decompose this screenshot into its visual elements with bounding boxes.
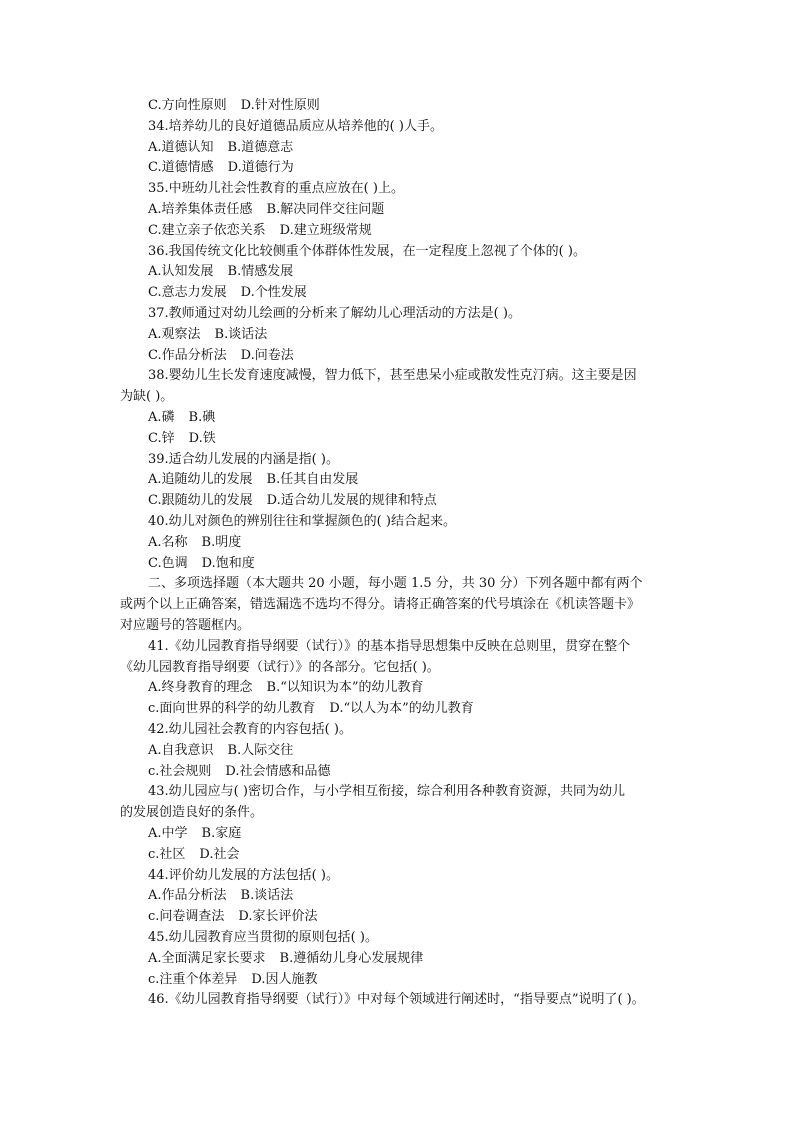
answer-options-line [148,949,423,969]
answer-options-line [148,678,424,698]
answer-options-line [148,408,215,428]
answer-options-line [148,221,372,241]
option-b: D.适合幼儿发展的规律和特点 [266,493,437,509]
option-a: c.问卷调查法 [148,909,225,925]
option-a: A.培养集体责任感 [148,202,253,217]
option-a: C.建立亲子依恋关系 [148,222,266,238]
option-a: A.追随幼儿的发展 [148,472,253,488]
option-a: C.道德情感 [148,160,214,176]
option-b: D.因人施教 [251,971,318,987]
option-b: D.家长评价法 [238,909,318,925]
answer-options-line [148,886,293,906]
option-b: B.情感发展 [227,264,294,280]
answer-options-line [148,346,294,366]
question-line: 34.培养幼儿的良好道德品质应从培养他的( )人手。 [148,118,443,134]
option-b: B.谈话法 [214,326,268,342]
option-a: A.作品分析法 [148,888,227,904]
option-b: D.建立班级常规 [279,222,372,238]
option-b: D.问卷法 [240,347,294,363]
option-b: D.社会情感和品德 [225,763,331,779]
answer-options-line [148,741,293,761]
option-a: C.锌 [148,430,175,446]
continuation-line: 为缺( )。 [120,389,174,405]
answer-options-line [148,845,240,865]
answer-options-line [148,429,216,449]
question-line: 二、多项选择题（本大题共 20 小题，每小题 1.5 分，共 30 分）下列各题中都有两个 [148,576,643,592]
option-a: A.认知发展 [148,264,214,280]
option-b: D.铁 [188,430,216,446]
option-a: C.作品分析法 [148,347,227,363]
answer-options-line [148,824,241,844]
answer-options-line [148,699,474,719]
question-line: 37.教师通过对幼儿绘画的分析来了解幼儿心理活动的方法是( )。 [148,306,521,321]
answer-options-line [148,325,267,345]
answer-options-line [148,158,294,178]
question-line: 39.适合幼儿发展的内涵是指( )。 [148,451,339,467]
answer-options-line [148,762,331,782]
question-line: 41.《幼儿园教育指导纲要（试行）》的基本指导思想集中反映在总则里，贯穿在整个 [148,638,631,654]
option-b: D.道德行为 [227,160,294,176]
option-a: A.终身教育的理念 [148,680,253,696]
option-b: B.碘 [188,410,216,425]
option-b: D.社会 [199,846,240,862]
option-b: B.明度 [201,534,242,550]
answer-options-line [148,491,437,511]
question-line: 45.幼儿园教育应当贯彻的原则包括( )。 [148,930,378,945]
option-a: A.道德认知 [148,139,214,155]
option-b: B.家庭 [201,826,242,841]
option-a: c.注重个体差异 [148,971,238,987]
answer-options-line [148,554,255,574]
option-b: B.遵循幼儿身心发展规律 [279,950,424,966]
option-b: B.任其自由发展 [266,472,359,488]
option-a: c.面向世界的科学的幼儿教育 [148,701,316,717]
answer-options-line [148,138,293,158]
answer-options-line [148,470,358,490]
option-a: c.社会规则 [148,763,212,779]
option-b: B.谈话法 [240,888,294,904]
answer-options-line [148,283,307,303]
question-line: 35.中班幼儿社会性教育的重点应放在( )上。 [148,181,404,197]
answer-options-line [148,970,318,990]
option-a: C.跟随幼儿的发展 [148,493,253,509]
question-line: 42.幼儿园社会教育的内容包括( )。 [148,722,352,737]
answer-options-line [148,96,320,116]
question-line: 36.我国传统文化比较侧重个体群体性发展，在一定程度上忽视了个体的( )。 [148,243,586,259]
answer-options-line [148,907,318,927]
option-b: B.“以知识为本”的幼儿教育 [266,680,424,696]
continuation-line: 的发展创造良好的条件。 [120,805,264,821]
option-a: c.社区 [148,846,186,862]
option-a: A.自我意识 [148,742,214,758]
answer-options-line [148,533,241,553]
question-line: 38.婴幼儿生长发育速度减慢，智力低下，甚至患呆小症或散发性克汀病。这主要是因 [148,368,637,384]
option-a: C.意志力发展 [148,285,227,301]
option-b: B.解决同伴交往问题 [266,202,385,217]
question-line: 44.评价幼儿发展的方法包括( )。 [148,867,339,883]
question-line: 40.幼儿对颜色的辨别往往和掌握颜色的( )结合起来。 [148,514,456,529]
option-a: A.全面满足家长要求 [148,950,266,966]
answer-options-line [148,262,293,282]
option-b: B.人际交往 [227,742,294,758]
continuation-line: 或两个以上正确答案，错选漏选不选均不得分。请将正确答案的代号填涂在《机读答题卡》 [120,597,641,613]
option-b: D.针对性原则 [240,98,320,113]
option-b: B.道德意志 [227,139,294,155]
option-b: D.饱和度 [201,555,255,571]
question-line: 43.幼儿园应与( )密切合作，与小学相互衔接，综合利用各种教育资源，共同为幼儿 [148,784,625,800]
continuation-line: 对应题号的答题框内。 [120,618,251,633]
option-b: D.“以人为本”的幼儿教育 [329,701,474,717]
continuation-line: 《幼儿园教育指导纲要（试行）》的各部分。它包括( )。 [120,659,440,675]
option-a: C.色调 [148,555,188,571]
option-a: A.中学 [148,826,188,841]
option-a: A.磷 [148,410,175,425]
option-a: A.观察法 [148,326,201,342]
option-a: A.名称 [148,534,188,550]
option-b: D.个性发展 [240,285,307,301]
option-a: C.方向性原则 [148,98,227,113]
question-line: 46.《幼儿园教育指导纲要（试行）》中对每个领域进行阐述时，“指导要点”说明了( )。 [148,992,645,1008]
answer-options-line [148,200,384,220]
